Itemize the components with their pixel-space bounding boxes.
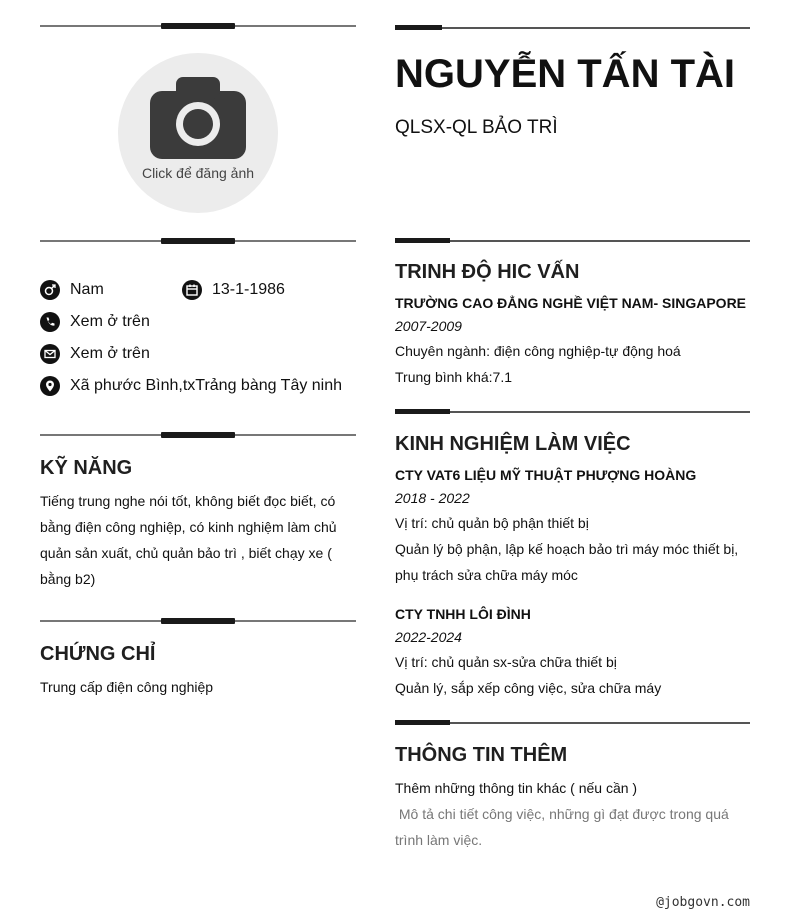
job-period: 2018 - 2022 <box>395 490 470 506</box>
email-value: Xem ở trên <box>70 345 150 362</box>
divider-left-certificates <box>40 620 356 622</box>
skills-line: bằng điện công nghiệp, có kinh nghiệm làm chủ <box>40 519 337 535</box>
job-company: CTY TNHH LÔI ĐÌNH <box>395 606 531 622</box>
certificates-text: Trung cấp điện công nghiệp <box>40 679 214 695</box>
divider-top-left <box>40 25 356 27</box>
experience-title: KINH NGHIỆM LÀM VIỆC <box>395 433 631 455</box>
photo-upload[interactable] <box>118 53 278 213</box>
skills-title: KỸ NĂNG <box>40 457 133 479</box>
divider-right-experience <box>395 411 750 413</box>
address-value: Xã phước Bình,txTrảng bàng Tây ninh <box>70 377 343 394</box>
phone-icon <box>40 312 60 332</box>
skills-line: bằng b2) <box>40 571 96 587</box>
divider-top-right <box>395 27 750 29</box>
phone-value: Xem ở trên <box>70 313 150 330</box>
job-company: CTY VAT6 LIỆU MỸ THUẬT PHƯỢNG HOÀNG <box>395 467 697 483</box>
footer-watermark: @jobgovn.com <box>656 895 750 910</box>
email-row <box>40 343 150 365</box>
divider-left-contact <box>40 240 356 242</box>
education-school: TRƯỜNG CAO ĐẲNG NGHỀ VIỆT NAM- SINGAPORE <box>395 295 747 311</box>
job-position: Vị trí: chủ quản bộ phận thiết bị <box>395 515 589 531</box>
address-row <box>40 375 342 397</box>
education-grade: Trung bình khá:7.1 <box>395 369 513 385</box>
calendar-icon <box>182 280 202 300</box>
job-description: phụ trách sửa chữa máy móc <box>395 567 578 583</box>
skills-text <box>40 488 360 592</box>
extra-title: THÔNG TIN THÊM <box>395 744 568 766</box>
gender-value: Nam <box>70 281 104 298</box>
email-icon <box>40 344 60 364</box>
divider-right-education <box>395 240 750 242</box>
certificates-title: CHỨNG CHỈ <box>40 643 156 665</box>
camera-icon <box>118 53 278 213</box>
extra-description: Mô tả chi tiết công việc, những gì đạt được trong quá <box>395 806 729 822</box>
location-pin-icon <box>40 376 60 396</box>
phone-row <box>40 311 150 333</box>
skills-line: Tiếng trung nghe nói tốt, không biết đọc biết, có <box>40 493 336 509</box>
education-period: 2007-2009 <box>395 318 462 334</box>
gender-icon <box>40 280 60 300</box>
education-major: Chuyên ngành: điện công nghiệp-tự động hoá <box>395 343 681 359</box>
divider-right-extra <box>395 722 750 724</box>
birthdate-value: 13-1-1986 <box>212 281 285 298</box>
extra-description: trình làm việc. <box>395 832 483 848</box>
candidate-role: QLSX-QL BẢO TRÌ <box>395 117 558 138</box>
candidate-name: NGUYỄN TẤN TÀI <box>395 52 735 96</box>
skills-line: quản sản xuất, chủ quản bảo trì , biết chạy xe ( <box>40 545 332 561</box>
divider-left-skills <box>40 434 356 436</box>
job-period: 2022-2024 <box>395 629 462 645</box>
job-description: Quản lý bộ phận, lập kế hoạch bảo trì máy móc thiết bị, <box>395 541 739 557</box>
photo-upload-label: Click để đăng ảnh <box>141 165 255 181</box>
gender-row <box>40 279 104 301</box>
extra-line: Thêm những thông tin khác ( nếu cần ) <box>395 780 638 796</box>
job-description: Quản lý, sắp xếp công việc, sửa chữa máy <box>395 680 662 696</box>
education-title: TRINH ĐỘ HIC VẤN <box>395 261 580 283</box>
job-position: Vị trí: chủ quản sx-sửa chữa thiết bị <box>395 654 617 670</box>
birthdate-row <box>182 279 285 301</box>
